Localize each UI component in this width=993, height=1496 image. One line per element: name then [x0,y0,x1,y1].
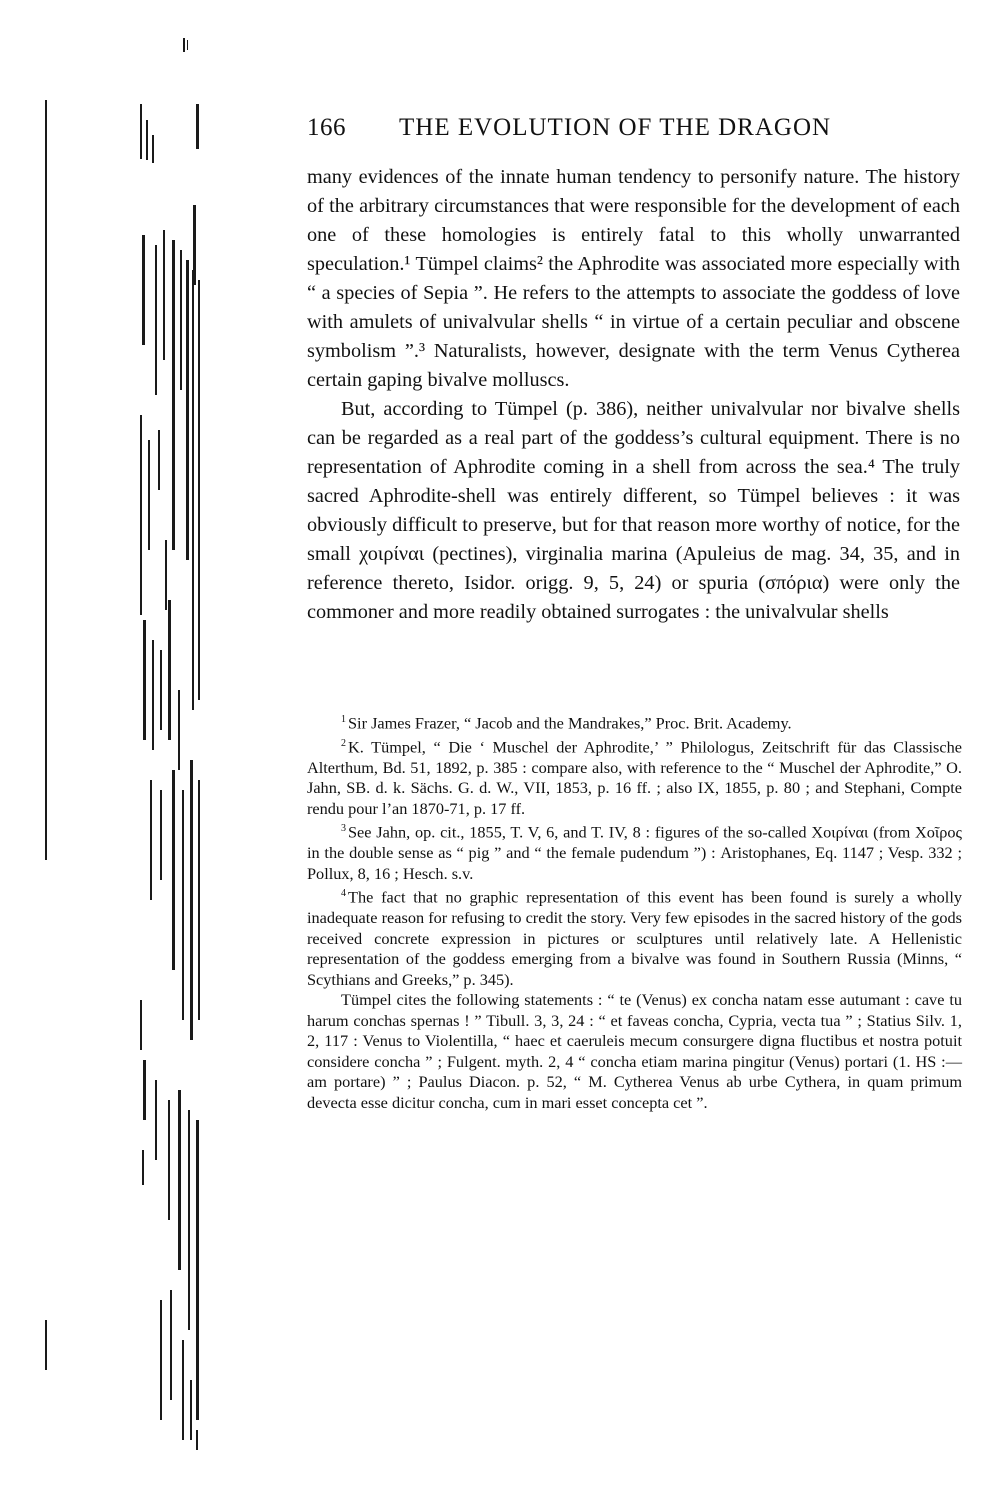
footnote-mark: 1 [341,714,346,725]
footnote-text: Tümpel cites the following statements : “ te (Venus) ex concha natam esse autumant : cave tu harum conchas spernas ! ” Tibull. 3, 3, 24 : “ et faveas concha, Cypria, vecta tua ” ; Statius Silv. 1, 2, 117 : Venus to Violentilla, “ haec et caeruleis mecum consurgere digna fluctibus et nostra potuit considere concha ” ; Fulgent. myth. 2, 4 “ concha etiam marina pingitur (Venus) portari (1. HS :—am portare) ” ; Paulus Diacon. p. 52, “ M. Cytherea Venus ab urbe Cythera, in quam primum devecta esse dicitur concha, cum in mari esset concepta cet ”. [307,990,962,1112]
footnote-text: K. Tümpel, “ Die ‘ Muschel der Aphrodite,’ ” Philologus, Zeitschrift für das Classische Alterthum, Bd. 51, 1892, p. 385 : compare also, with reference to the “ Muschel der Aphrodite,” O. Jahn, SB. d. k. Sächs. G. d. W., VII, 1853, p. 16 ff. ; also IX, 1855, p. 80 ; and Stephani, Compte rendu pour l’an 1870-71, p. 17 ff. [307,737,962,818]
footnote-text: See Jahn, op. cit., 1855, T. V, 6, and T. IV, 8 : figures of the so-called Χοιρίναι (from Χοῖρος in the double sense as “ pig ” and “ the female pudendum ”) : Aristophanes, Eq. 1147 ; Vesp. 332 ; Pollux, 8, 16 ; Hesch. s.v. [307,822,962,883]
running-title: THE EVOLUTION OF THE DRAGON [399,114,832,141]
scan-margin-artifacts [0,0,220,1496]
body-paragraph: But, according to Tümpel (p. 386), neither univalvular nor bivalve shells can be regarded as a real part of the goddess’s cultural equipment. There is no representation of Aphrodite coming in a shell from across the sea.⁴ The truly sacred Aphrodite-shell was entirely different, so Tümpel believes : it was obviously difficult to preserve, but for that reason more worthy of notice, for the small χοιρίναι (pectines), virginalia marina (Apuleius de mag. 34, 35, and in reference thereto, Isidor. origg. 9, 5, 24) or spuria (σπόρια) were only the commoner and more readily obtained surrogates : the univalvular shells [307,398,960,623]
footnote-text: Sir James Frazer, “ Jacob and the Mandrakes,” Proc. Brit. Academy. [348,713,792,733]
footnote [307,819,962,884]
footnote-mark: 4 [341,888,346,900]
footnote [307,734,962,819]
footnote-mark: 2 [341,737,346,749]
footnotes [307,710,962,1113]
body-paragraph: many evidences of the innate human tendency to personify nature. The history of the arbitrary circumstances that were responsible for the development of each one of these homologies is entirely fatal to this wholly unwarranted speculation.¹ Tümpel claims² the Aphrodite was associated more especially with “ a species of Sepia ”. He refers to the attempts to associate the goddess of love with amulets of univalvular shells “ in virtue of a certain peculiar and obscene symbolism ”.³ Naturalists, however, designate with the term Venus Cytherea certain gaping bivalve molluscs. [307,166,960,391]
footnote-text: The fact that no graphic representation of this event has been found is surely a wholly inadequate reason for refusing to credit the story. Very few episodes in the sacred history of the gods received concrete expression in pictures or sculptures until relatively late. A Hellenistic representation of the goddess emerging from a bivalve was found in Southern Russia (Minns, “ Scythians and Greeks,” p. 345). [307,887,962,989]
page-number: 166 [307,114,346,141]
footnote [307,884,962,990]
page-header [307,114,967,150]
footnote [307,710,962,734]
footnote-continuation [307,990,962,1113]
footnote-mark: 3 [341,823,346,835]
main-text [307,163,960,627]
